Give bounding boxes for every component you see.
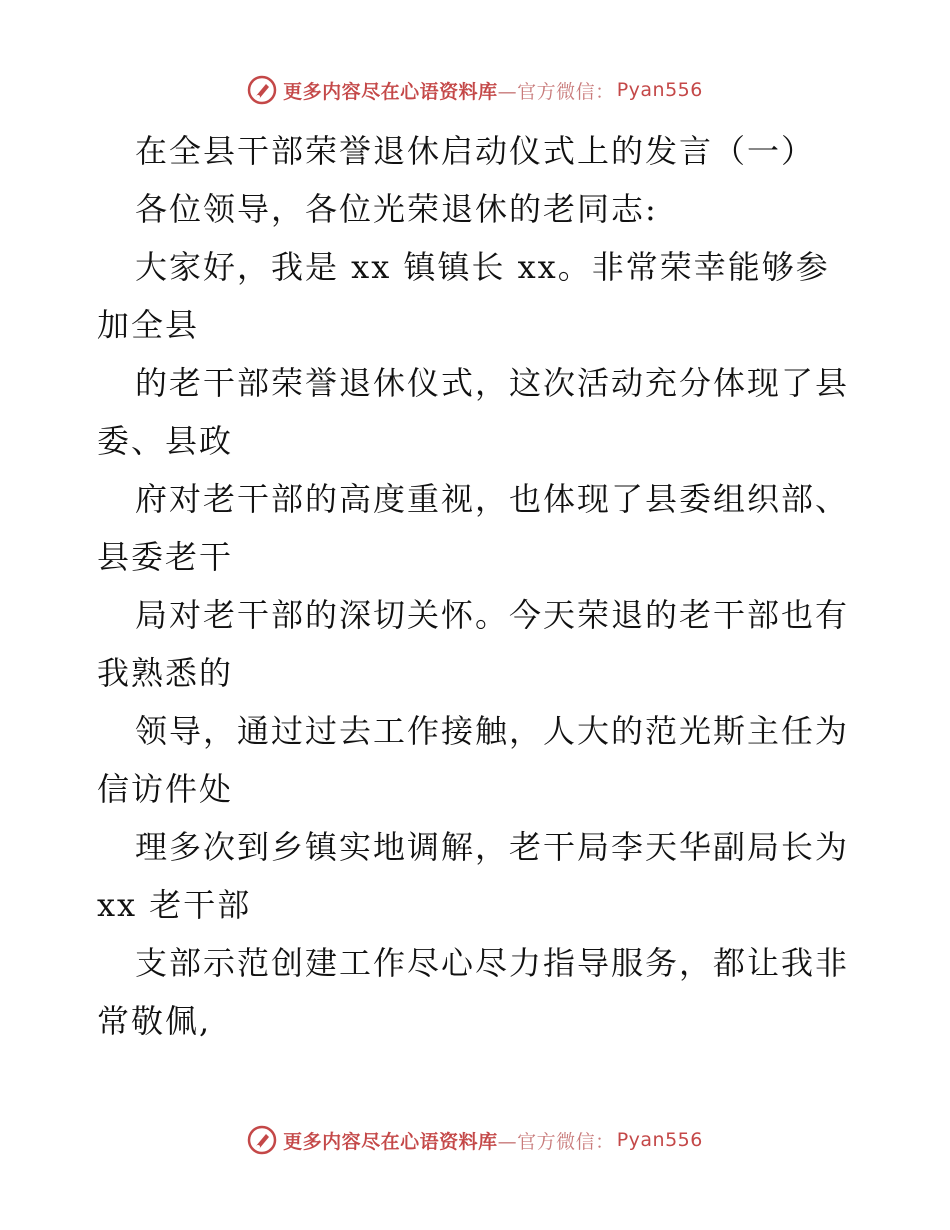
paragraph-line: 支部示范创建工作尽心尽力指导服务，都让我非 bbox=[135, 944, 850, 982]
paragraph-line: 局对老干部的深切关怀。今天荣退的老干部也有 bbox=[135, 596, 850, 634]
paragraph-line: 大家好，我是 xx 镇镇长 xx。非常荣幸能够参 bbox=[135, 248, 830, 286]
paragraph-line: 我熟悉的 bbox=[97, 654, 234, 692]
footer-watermark bbox=[0, 1120, 950, 1160]
paragraph-line: 委、县政 bbox=[97, 422, 234, 460]
paragraph-line: 领导，通过过去工作接触，人大的范光斯主任为 bbox=[135, 712, 850, 750]
watermark-main-text: 更多内容尽在心语资料库 bbox=[283, 1130, 498, 1153]
header-watermark bbox=[0, 70, 950, 110]
paragraph-line: 县委老干 bbox=[97, 538, 234, 576]
paragraph-line: xx 老干部 bbox=[97, 886, 252, 924]
paragraph-line: 理多次到乡镇实地调解，老干局李天华副局长为 bbox=[135, 828, 850, 866]
pen-nib-icon bbox=[247, 75, 277, 105]
paragraph-line: 加全县 bbox=[97, 306, 200, 344]
document-title: 在全县干部荣誉退休启动仪式上的发言（一） bbox=[135, 132, 816, 170]
watermark-sub-text: —官方微信： bbox=[497, 80, 615, 103]
watermark-id-text: Pyan556 bbox=[616, 1129, 703, 1151]
pen-nib-icon bbox=[247, 1125, 277, 1155]
paragraph-line: 的老干部荣誉退休仪式，这次活动充分体现了县 bbox=[135, 364, 850, 402]
watermark-main-text: 更多内容尽在心语资料库 bbox=[283, 80, 498, 103]
watermark-sub-text: —官方微信： bbox=[497, 1130, 615, 1153]
watermark-id-text: Pyan556 bbox=[616, 79, 703, 101]
document-body bbox=[97, 122, 867, 1050]
paragraph-line: 常敬佩, bbox=[97, 1002, 212, 1040]
salutation-line: 各位领导，各位光荣退休的老同志: bbox=[135, 190, 658, 228]
paragraph-line: 信访件处 bbox=[97, 770, 234, 808]
paragraph-line: 府对老干部的高度重视，也体现了县委组织部、 bbox=[135, 480, 850, 518]
